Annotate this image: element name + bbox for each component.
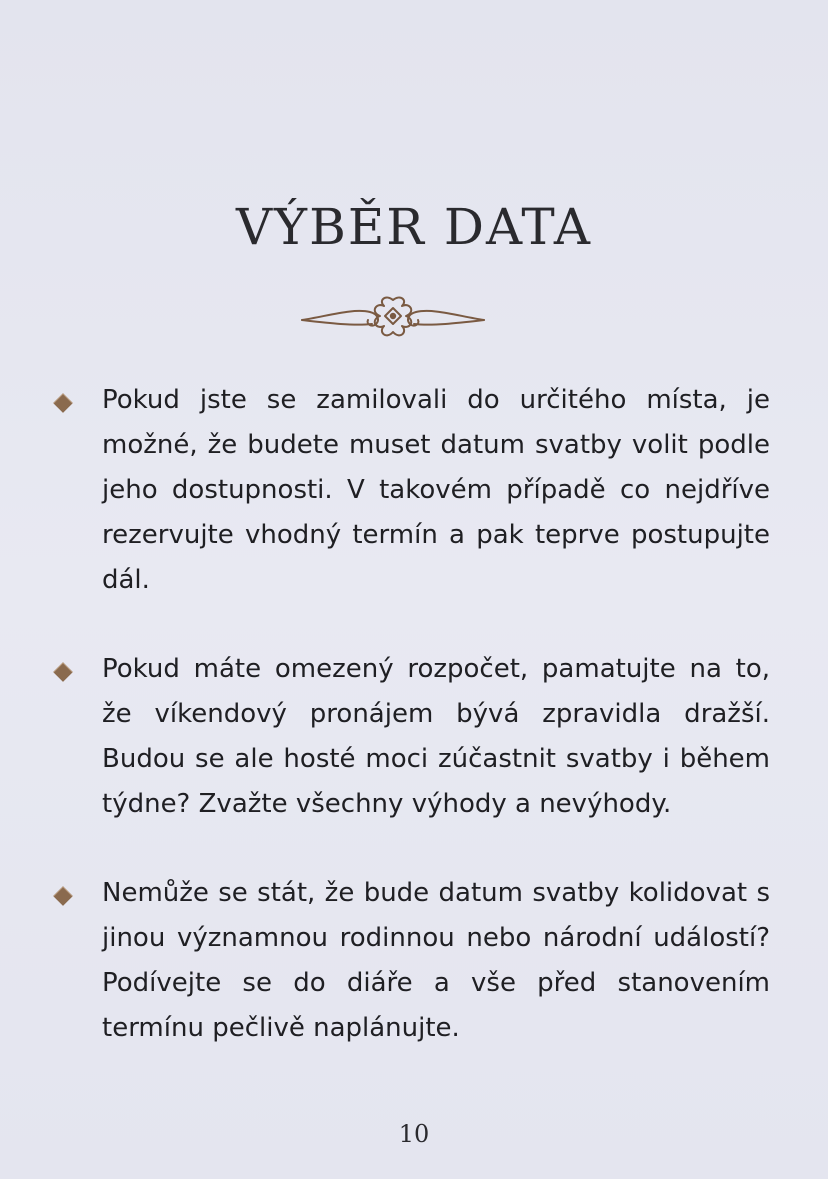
list-item <box>50 647 770 827</box>
bullet-list <box>50 378 770 1095</box>
bullet-text: Pokud jste se zamilovali do určitého místa, je možné, že budete muset datum svatby volit podle jeho dostupnosti. V takovém případě co nejdříve rezervujte vhodný termín a pak teprve postupujte dál. <box>102 385 770 595</box>
diamond-bullet-icon <box>53 886 73 906</box>
page-title: VÝBĚR DATA <box>235 198 593 256</box>
bullet-text: Pokud máte omezený rozpočet, pamatujte na to, že víkendový pronájem bývá zpravidla dražší. Budou se ale hosté moci zúčastnit svatby i během týdne? Zvažte všechny výhody a nevýhody. <box>102 654 770 819</box>
diamond-bullet-icon <box>53 393 73 413</box>
page-number: 10 <box>398 1120 430 1148</box>
list-item <box>50 378 770 603</box>
list-item <box>50 871 770 1051</box>
flourish-ornament-icon <box>298 286 488 348</box>
diamond-bullet-icon <box>53 662 73 682</box>
bullet-text: Nemůže se stát, že bude datum svatby kolidovat s jinou významnou rodinnou nebo národní událostí? Podívejte se do diáře a vše před stanovením termínu pečlivě naplánujte. <box>102 878 770 1043</box>
